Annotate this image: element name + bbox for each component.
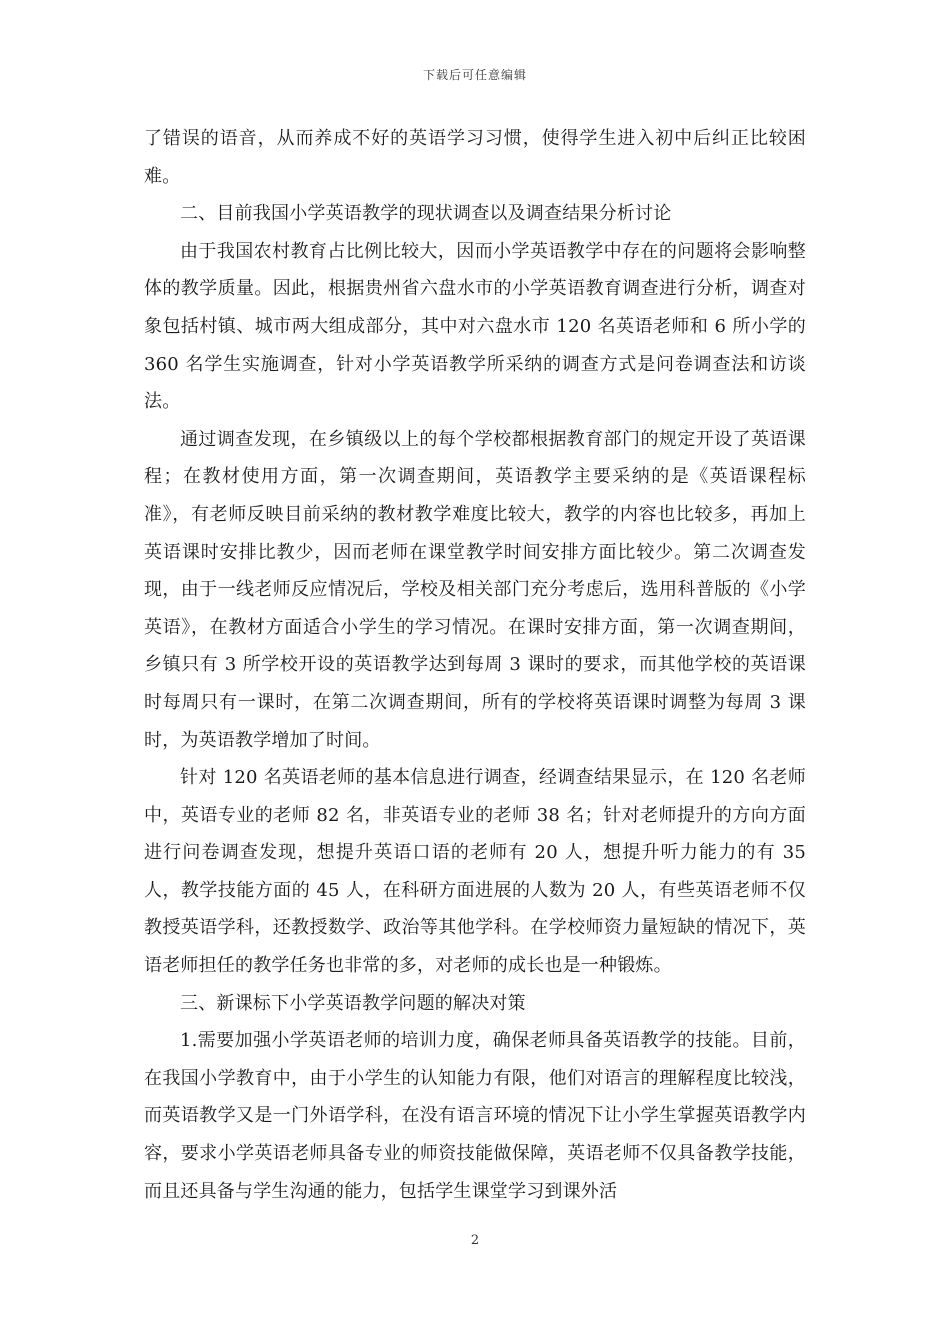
page-header: 下载后可任意编辑 <box>422 68 527 82</box>
document-body <box>144 120 806 1210</box>
paragraph-continuation: 了错误的语音，从而养成不好的英语学习习惯，使得学生进入初中后纠正比较困难。 <box>144 128 806 187</box>
section-heading-2: 二、目前我国小学英语教学的现状调查以及调查结果分析讨论 <box>180 203 672 225</box>
page-number: 2 <box>470 1233 480 1248</box>
paragraph-survey-intro: 由于我国农村教育占比例比较大，因而小学英语教学中存在的问题将会影响整体的教学质量。因此，根据贵州省六盘水市的小学英语教育调查进行分析，调查对象包括村镇、城市两大组成部分，其中对六盘水市 120 名英语老师和 6 所小学的 360 名学生实施调查，针对小学英语教学所采纳的调查方式是问卷调查法和访谈法。 <box>144 240 806 413</box>
section-heading-3: 三、新课标下小学英语教学问题的解决对策 <box>180 992 526 1014</box>
paragraph-survey-findings: 通过调查发现，在乡镇级以上的每个学校都根据教育部门的规定开设了英语课程；在教材使用方面，第一次调查期间，英语教学主要采纳的是《英语课程标准》，有老师反映目前采纳的教材教学难度比较大，教学的内容也比较多，再加上英语课时安排比教少，因而老师在课堂教学时间安排方面比较少。第二次调查发现，由于一线老师反应情况后，学校及相关部门充分考虑后，选用科普版的《小学英语》，在教材方面适合小学生的学习情况。在课时安排方面，第一次调查期间，乡镇只有 3 所学校开设的英语教学达到每周 3 课时的要求，而其他学校的英语课时每周只有一课时，在第二次调查期间，所有的学校将英语课时调整为每周 3 课时，为英语教学增加了时间。 <box>144 428 806 751</box>
paragraph-teacher-info: 针对 120 名英语老师的基本信息进行调查，经调查结果显示，在 120 名老师中，英语专业的老师 82 名，非英语专业的老师 38 名；针对老师提升的方向方面进行问卷调查发现，想提升英语口语的老师有 20 人，想提升听力能力的有 35 人，教学技能方面的 45 人，在科研方面进展的人数为 20 人，有些英语老师不仅教授英语学科，还教授数学、政治等其他学科。在学校师资力量短缺的情况下，英语老师担任的教学任务也非常的多，对老师的成长也是一种锻炼。 <box>144 767 806 977</box>
paragraph-countermeasure-1: 1.需要加强小学英语老师的培训力度，确保老师具备英语教学的技能。目前，在我国小学教育中，由于小学生的认知能力有限，他们对语言的理解程度比较浅，而英语教学又是一门外语学科，在没有语言环境的情况下让小学生掌握英语教学内容，要求小学英语老师具备专业的师资技能做保障，英语老师不仅具备教学技能，而且还具备与学生沟通的能力，包括学生课堂学习到课外活 <box>144 1030 806 1202</box>
